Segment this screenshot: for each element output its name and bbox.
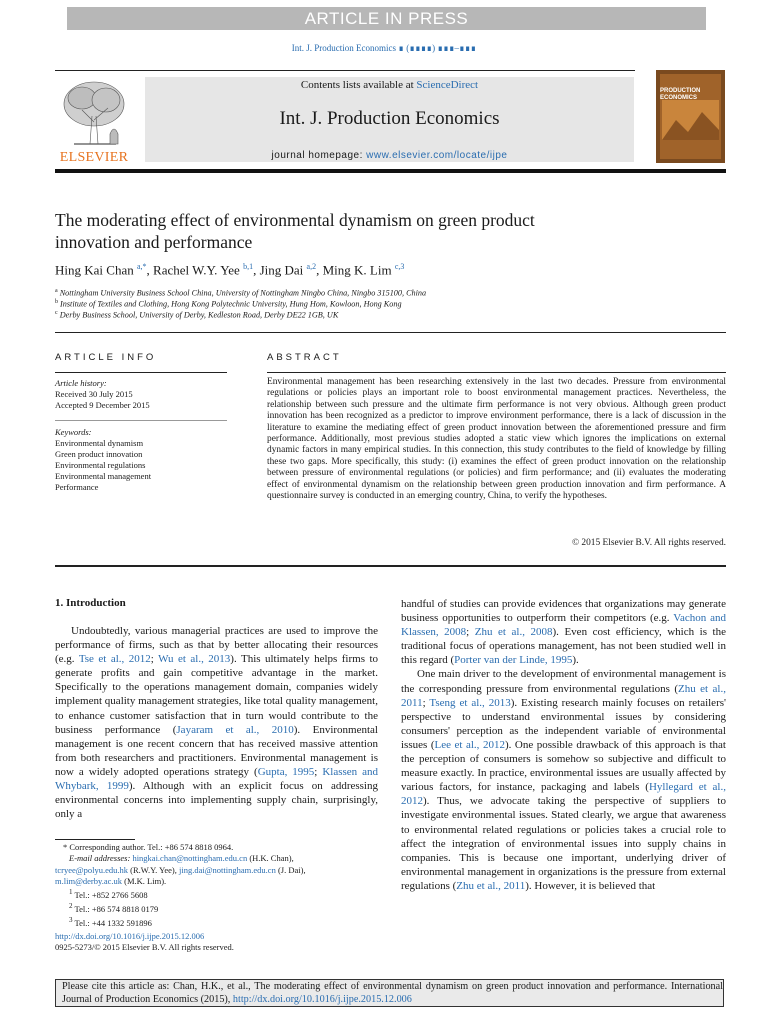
title-line-1: The moderating effect of environmental dynamism on green product: [55, 210, 535, 230]
article-in-press-banner: ARTICLE IN PRESS: [67, 7, 706, 30]
title-line-2: innovation and performance: [55, 232, 253, 252]
keyword: Environmental management: [55, 471, 152, 481]
affiliation-text: Nottingham University Business School China, University of Nottingham Ningbo China, Ningbo 315100, China: [59, 288, 427, 298]
text-run: Undoubtedly, various managerial practices are used to improve the performance of firms, such as that by better allocating their resources (e.g.: [55, 625, 378, 666]
received-date: Received 30 July 2015: [55, 389, 133, 399]
citation-link[interactable]: Porter van der Linde, 1995: [454, 654, 573, 667]
header-thick-rule: [55, 169, 726, 173]
citation-link[interactable]: Tseng et al., 2013: [429, 696, 511, 709]
affiliation-text: Derby Business School, University of Derby, Kedleston Road, Derby DE22 1GB, UK: [59, 310, 339, 320]
email-link[interactable]: hingkai.chan@nottingham.edu.cn: [132, 853, 248, 864]
publisher-name: ELSEVIER: [59, 150, 129, 165]
email-owner: (M.K. Lim).: [122, 875, 167, 886]
author-sup[interactable]: c,3: [394, 262, 405, 271]
text-run: ).: [572, 654, 579, 667]
homepage-prefix: journal homepage:: [271, 150, 367, 161]
article-info-heading: ARTICLE INFO: [55, 352, 157, 363]
journal-title: Int. J. Production Economics: [279, 108, 500, 129]
citation-link[interactable]: Lee et al., 2012: [434, 738, 505, 751]
text-run: ). Environmental management is one recent concern that has received massive attention from both researchers and practitioners. Environmental management is now a widely adopted operations strategy (: [55, 723, 378, 778]
text-run: ;: [422, 696, 430, 709]
citation-link[interactable]: Jayaram et al., 2010: [176, 723, 294, 736]
sciencedirect-link[interactable]: ScienceDirect: [416, 79, 479, 91]
text-run: ). This ultimately helps firms to generate profits and gain competitive advantage in the market. Specifically to the operations management domain, companies widely implement quality management strategies, like total quality management, to enhance customer satisfaction that in turn would contribute to the business performance (: [55, 653, 379, 736]
tel-footnote: [55, 887, 380, 901]
citation-link[interactable]: Klassen and Whybark, 1999: [55, 765, 379, 793]
email-link[interactable]: jing.dai@nottingham.edu.cn: [179, 864, 276, 875]
homepage-link[interactable]: www.elsevier.com/locate/ijpe: [366, 150, 508, 161]
abstract-text: Environmental management has been researching extensively in the last two decades. Pressure from environmental regulations or policies plays an important role to boost environmental management practices. Nevertheless, the relationship between such pressure and the ultimate firm performance is not very obvious. Although green product innovation has been recognized as a predictor to improve environment performance, there is a lack of discussion in the literature to examine the mediating effect of green product innovation between the aforementioned pressure and firm performance. Additionally, most previous studies adopted a static view which ignores the implications on external dynamic factors in many empirical studies. In this connection, this study contributes to the field of knowledge by filling these two gaps. More specifically, this study: (i) examines the effect of green product innovation on the relationship between pressure of environmental regulations (or policies) and firm performance; and (ii) evaluates the moderating effect of environmental dynamism on the relationship between green production innovation and firm performance. A questionnaire survey is conducted in an emerging country, China, to verify the hypotheses.: [267, 377, 726, 502]
affiliation-mark: a: [55, 288, 58, 294]
tel-text: Tel.: +86 574 8818 0179: [74, 904, 159, 915]
citation-doi-link[interactable]: http://dx.doi.org/10.1016/j.ijpe.2015.12.006: [232, 994, 412, 1005]
email-line: [55, 876, 380, 887]
contents-available: [145, 79, 634, 91]
tel-text: Tel.: +852 2766 5608: [74, 890, 148, 901]
tel-text: Tel.: +44 1332 591896: [74, 918, 152, 929]
history-label: Article history:: [55, 378, 107, 388]
keyword: Performance: [55, 482, 99, 492]
text-run: ;: [150, 653, 159, 666]
email-link[interactable]: m.lim@derby.ac.uk: [55, 875, 122, 886]
text-run: ). Although with an explicit focus on addressing environmental concerns into implementing supply chain, surprisingly, only a: [55, 780, 378, 821]
email-owner: (R.W.Y. Yee),: [127, 864, 179, 875]
text-run: One main driver to the development of environmental management is the corresponding pressure from environmental regulations (: [401, 668, 726, 695]
citation-link[interactable]: Wu et al., 2013: [158, 653, 231, 666]
author-name[interactable]: Rachel W.Y. Yee: [153, 262, 240, 278]
text-run: ). Thus, we advocate taking the perspective of suppliers to investigate environmental issues. Stated clearly, we argue that awareness to environmental related regulations or policies takes a crucial role to affect the integration of environmental issues into supply chains in companies. This is because one important, underlying driver of environmental management in organizations is the pressure from external regulations (: [401, 795, 726, 892]
email-line: [55, 865, 380, 876]
citation-link[interactable]: Tse et al., 2012: [78, 653, 151, 666]
top-rule: [55, 70, 635, 71]
author-list: Hing Kai Chan $^{a,*}$, Rachel W.Y. Yee $^{b,1}$, Jing Dai $^{a,2}$, Ming K. Lim $^{c,3}$: [55, 262, 405, 278]
abstract-heading: ABSTRACT: [267, 352, 342, 363]
divider: [55, 332, 726, 333]
paragraph: [55, 624, 378, 821]
keyword: Environmental regulations: [55, 460, 146, 470]
affiliation: [55, 299, 715, 309]
body-column-right: [401, 597, 726, 893]
keyword: Green product innovation: [55, 449, 143, 459]
affiliation-text: Institute of Textiles and Clothing, Hong Kong Polytechnic University, Hung Hom, Kowloon, Hong Kong: [60, 299, 402, 309]
doi-link[interactable]: http://dx.doi.org/10.1016/j.ijpe.2015.12.006: [55, 931, 205, 941]
journal-homepage: [145, 150, 634, 161]
email-owner: (J. Dai),: [275, 864, 306, 875]
affiliation: [55, 288, 715, 298]
section-heading-introduction: 1. Introduction: [55, 597, 126, 609]
citation-link[interactable]: Hyllegard et al., 2012: [401, 781, 726, 808]
keywords-label: Keywords:: [55, 427, 92, 437]
divider: [55, 372, 227, 373]
author-name[interactable]: Hing Kai Chan: [55, 262, 134, 278]
divider: [267, 372, 726, 373]
text-run: ). Even cost efficiency, which is the traditional focus of operations management, has not been studied well in this regard (: [401, 626, 726, 667]
text-run: ). Existing research mainly focuses on retailers' perspective to understand environmental issues by considering consumers' perception as the independent variable of environmental issues (: [401, 696, 726, 751]
email-owner: (H.K. Chan),: [247, 853, 294, 864]
text-run: ). One possible drawback of this approach is that the perception of consumers is somehow so subjective and difficult to measure exactly. In practice, environmental issues are usually affected by various factors, for instance, packaging and labels (: [401, 738, 726, 794]
doi-block: [55, 931, 380, 954]
email-link[interactable]: tcryee@polyu.edu.hk: [55, 864, 128, 875]
body-column-left: [55, 624, 378, 821]
affiliation-mark: c: [55, 310, 58, 316]
citation-link[interactable]: Zhu et al., 2011: [456, 879, 526, 892]
tel-mark: 2: [69, 902, 73, 911]
article-title: [55, 209, 675, 253]
author-name[interactable]: Jing Dai: [259, 262, 304, 278]
tel-footnote: [55, 915, 380, 929]
cover-title: PRODUCTION ECONOMICS: [660, 88, 701, 101]
tel-mark: 3: [69, 916, 73, 925]
text-run: handful of studies can provide evidences that organizations may generate business opportunities to outperform their competitors (e.g.: [401, 598, 726, 625]
issn-line: 0925-5273/© 2015 Elsevier B.V. All rights reserved.: [55, 942, 234, 953]
affiliation: [55, 310, 715, 320]
accepted-date: Accepted 9 December 2015: [55, 400, 150, 410]
abstract-copyright: © 2015 Elsevier B.V. All rights reserved.: [571, 538, 726, 548]
email-label: E-mail addresses:: [69, 853, 133, 864]
citation-link[interactable]: Vachon and Klassen, 2008: [401, 612, 727, 639]
text-run: ;: [466, 626, 475, 639]
citation-link[interactable]: Zhu et al., 2008: [474, 626, 553, 639]
author-sup[interactable]: b,1: [243, 262, 254, 271]
email-line: [55, 853, 380, 864]
journal-cover[interactable]: [656, 70, 725, 163]
tel-footnote: [55, 901, 380, 915]
paragraph: [401, 597, 726, 667]
corresponding-author: * Corresponding author. Tel.: +86 574 8818 0964.: [63, 842, 234, 852]
affiliation-mark: b: [55, 299, 58, 305]
divider: [55, 565, 726, 567]
citation-link[interactable]: Zhu et al., 2011: [401, 682, 726, 709]
footnote-rule: [55, 839, 135, 840]
running-head[interactable]: Int. J. Production Economics ∎ (∎∎∎∎) ∎∎∎–∎∎∎: [291, 43, 477, 53]
text-run: ). However, it is believed that: [525, 879, 656, 892]
text-run: ;: [314, 765, 323, 778]
keyword: Environmental dynamism: [55, 438, 144, 448]
author-sup[interactable]: a,*: [136, 262, 147, 271]
author-sup[interactable]: a,2: [306, 262, 317, 271]
contents-prefix: Contents lists available at: [300, 79, 417, 91]
citation-box: [55, 979, 724, 1007]
citation-link[interactable]: Gupta, 1995: [257, 765, 315, 778]
tel-mark: 1: [69, 888, 73, 897]
footnotes: [55, 842, 380, 930]
paragraph: [401, 667, 726, 893]
divider: [55, 420, 227, 421]
citation-text: Please cite this article as: Chan, H.K., et al., The moderating effect of environmental dynamism on green product innovation and performance. International Journal of Production Economics (2015),: [62, 981, 723, 1005]
author-name[interactable]: Ming K. Lim: [322, 262, 392, 278]
